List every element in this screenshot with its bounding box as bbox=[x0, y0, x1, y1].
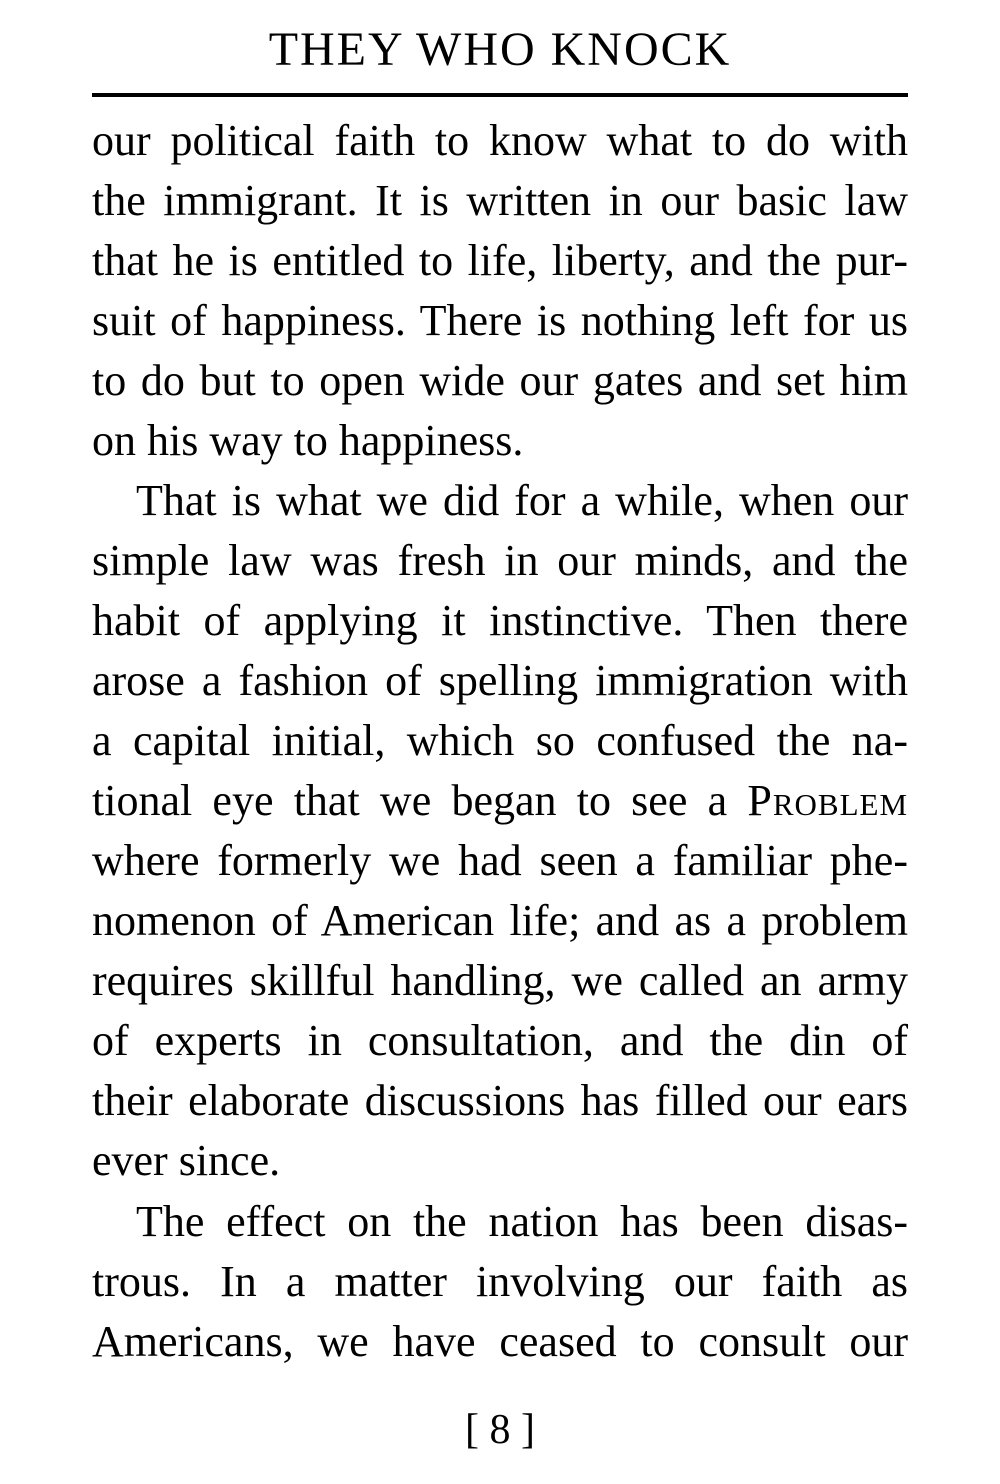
text-line: arose a fashion of spelling immigration with bbox=[92, 656, 908, 705]
text-line: habit of applying it instinctive. Then there bbox=[92, 596, 908, 645]
paragraph-first-line: The effect on the nation has been disas- bbox=[136, 1197, 908, 1246]
text-line: a capital initial, which so confused the na- bbox=[92, 716, 908, 765]
page-number: [ 8 ] bbox=[465, 1407, 535, 1453]
text-line: trous. In a matter involving our faith as bbox=[92, 1257, 908, 1306]
text-line bbox=[92, 771, 908, 831]
text-line: to do but to open wide our gates and set him bbox=[92, 356, 908, 405]
running-head: THEY WHO KNOCK bbox=[268, 23, 732, 76]
text-line: their elaborate discussions has filled our ears bbox=[92, 1076, 908, 1125]
text-segment: tional eye that we began to see a bbox=[92, 776, 728, 825]
text-line: our political faith to know what to do with bbox=[92, 116, 908, 165]
text-line: where formerly we had seen a familiar phe- bbox=[92, 836, 908, 885]
text-line: the immigrant. It is written in our basic law bbox=[92, 176, 908, 225]
text-line: nomenon of American life; and as a problem bbox=[92, 896, 908, 945]
text-line: requires skillful handling, we called an army bbox=[92, 956, 908, 1005]
header-rule bbox=[92, 93, 908, 97]
text-line: simple law was fresh in our minds, and the bbox=[92, 536, 908, 585]
text-line: that he is entitled to life, liberty, and the pur- bbox=[92, 236, 908, 285]
text-line: on his way to happiness. bbox=[92, 416, 524, 465]
text-line: suit of happiness. There is nothing left for us bbox=[92, 296, 908, 345]
paragraph-first-line: That is what we did for a while, when our bbox=[136, 476, 908, 525]
text-line: of experts in consultation, and the din of bbox=[92, 1016, 908, 1065]
text-line: Americans, we have ceased to consult our bbox=[92, 1317, 908, 1366]
text-line: ever since. bbox=[92, 1136, 281, 1185]
small-caps-word: Problem bbox=[747, 776, 909, 825]
